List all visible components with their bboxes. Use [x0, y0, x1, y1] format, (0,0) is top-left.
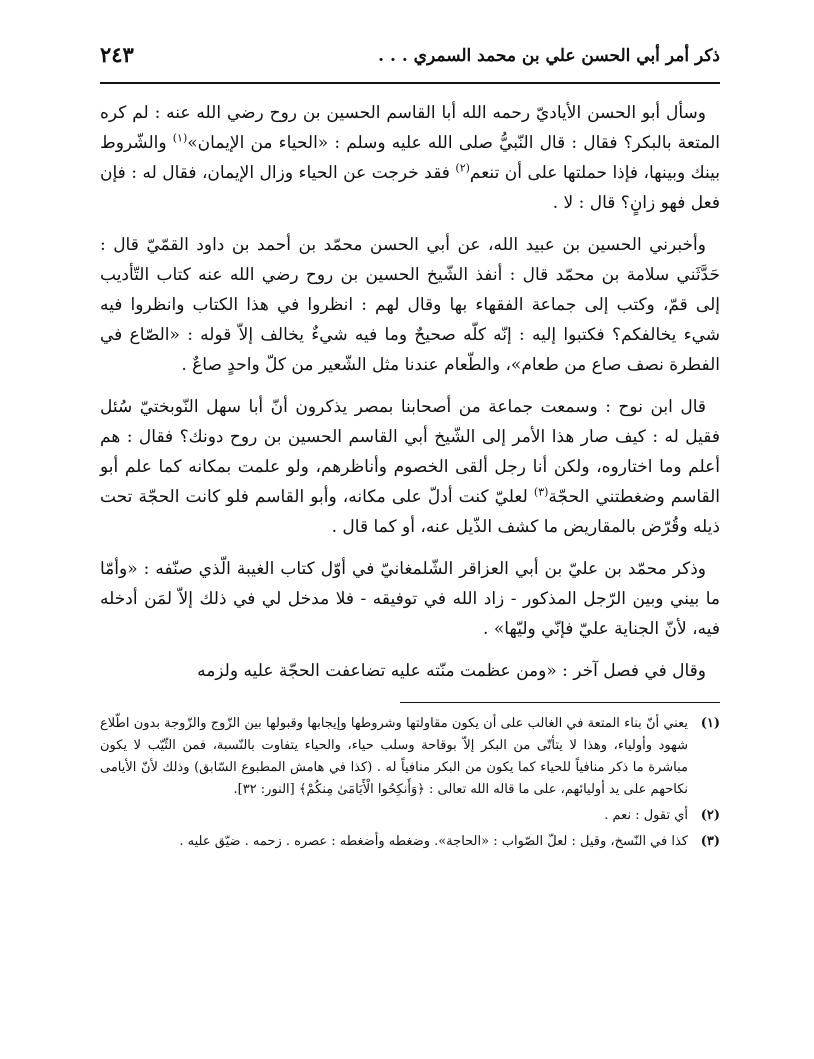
footnote	[100, 713, 720, 801]
footnote-divider	[400, 702, 720, 703]
footnote-number: (١)	[700, 716, 720, 731]
paragraph	[100, 230, 720, 380]
main-text	[100, 98, 720, 686]
footnote	[100, 805, 720, 827]
paragraph-text: لعليّ كنت أدلّ على مكانه، وأبو القاسم فلو كانت الحجّة تحت ذيله وقُرّض بالمقاريض ما كشف الذّيل عنه، أو كما قال .	[100, 487, 720, 537]
paragraph-text: قال ابن نوح : وسمعت جماعة من أصحابنا بمصر يذكرون أنّ أبا سهل النّوبختيّ سُئل فقيل له : كيف صار هذا الأمر إلى الشّيخ أبي القاسم الحسين بن روح دونك؟ فقال : هم أعلم وما اختاروه، ولكن أنا رجل ألقى الخصوم وأناظرهم، ولو علمت بمكانه كما علم أبو القاسم وضغطتني الحجّة	[100, 397, 720, 507]
paragraph	[100, 392, 720, 542]
page-number: ٢٤٣	[100, 42, 134, 67]
footnotes	[100, 713, 720, 853]
footnote-text: كذا في النّسخ، وقيل : لعلّ الصّواب : «الحاجة». وضغطه وأضغطه : عصره . زحمه . ضيّق عليه .	[179, 834, 688, 849]
footnote	[100, 831, 720, 853]
paragraph	[100, 554, 720, 644]
paragraph	[100, 656, 720, 686]
running-header	[100, 40, 720, 84]
running-title: ذكر أمر أبي الحسن علي بن محمد السمري . . .	[378, 46, 720, 66]
footnote-number: (٣)	[700, 834, 720, 849]
footnote-text: أي تقول : نعم .	[604, 808, 688, 823]
paragraph-text: فقد خرجت عن الحياء وزال الإيمان، فقال له : فإن فعل فهو زانٍ؟ قال : لا .	[100, 163, 720, 213]
book-page	[100, 40, 720, 1030]
paragraph-text: وقال في فصل آخر : «ومن عظمت منّته عليه تضاعفت الحجّة عليه ولزمه	[197, 661, 706, 681]
footnote-text: يعني أنّ بناء المتعة في الغالب على أن يكون مقاولتها وشروطها وإيجابها وقبولها بين الزّوج والزّوجة بدون اطّلاع شهود وأولياء، وهذا لا يتأتّى من البكر إلاّ بوقاحة وسلب حياء، والحياء يتفاوت بالنّسبة، فمن الثّيّب لا يكون مباشرة ما ذكر منافياً للحياء كما يكون من البكر منافياً له . (كذا في هامش المطبوع السّابق) وذلك لأنّ الأيامى نكاحهم على يد أوليائهم، على ما قاله الله تعالى : ﴿وَأَنكِحُوا الْأَيَامَىٰ مِنكُمْ﴾ [النور: ٣٢].	[100, 716, 688, 797]
footnote-reference: (١)	[172, 131, 188, 145]
paragraph-text: وسأل أبو الحسن الأياديّ رحمه الله أبا القاسم الحسين بن روح رضي الله عنه : لم كره المتعة بالبكر؟ فقال : قال النّبيُّ صلى الله عليه وسلم : «الحياء من الإيمان»	[100, 103, 720, 153]
paragraph-text: وذكر محمّد بن عليّ بن أبي العزاقر الشّلمغانيّ في أوّل كتاب الغيبة الّذي صنّفه : «وأمّا ما بيني وبين الرّجل المذكور - زاد الله في توفيقه - فلا مدخل لي في ذلك إلاّ لمَن أدخله فيه، لأنّ الجناية عليّ فإنّي وليّها» .	[100, 559, 720, 639]
paragraph-text: وأخبرني الحسين بن عبيد الله، عن أبي الحسن محمّد بن أحمد بن داود القمّيّ قال : حَدَّثَني سلامة بن محمّد قال : أنفذ الشّيخ الحسين بن روح رضي الله عنه كتاب التّأديب إلى قمّ، وكتب إلى جماعة الفقهاء بها وقال لهم : انظروا في هذا الكتاب وانظروا فيه شيء يخالفكم؟ فكتبوا إليه : إنّه كلّه صحيحٌ وما فيه شيءٌ يخالف إلاّ قوله : «الصّاع في الفطرة نصف صاع من طعام»، والطّعام عندنا مثل الشّعير من كلّ واحدٍ صاعٌ .	[100, 235, 720, 375]
footnote-reference: (٣)	[533, 485, 549, 499]
footnote-reference: (٢)	[455, 161, 470, 175]
paragraph-text: والشّروط بينك وبينها، فإذا حملتها على أن تنعم	[100, 133, 720, 183]
paragraph	[100, 98, 720, 218]
footnote-number: (٢)	[700, 808, 720, 823]
